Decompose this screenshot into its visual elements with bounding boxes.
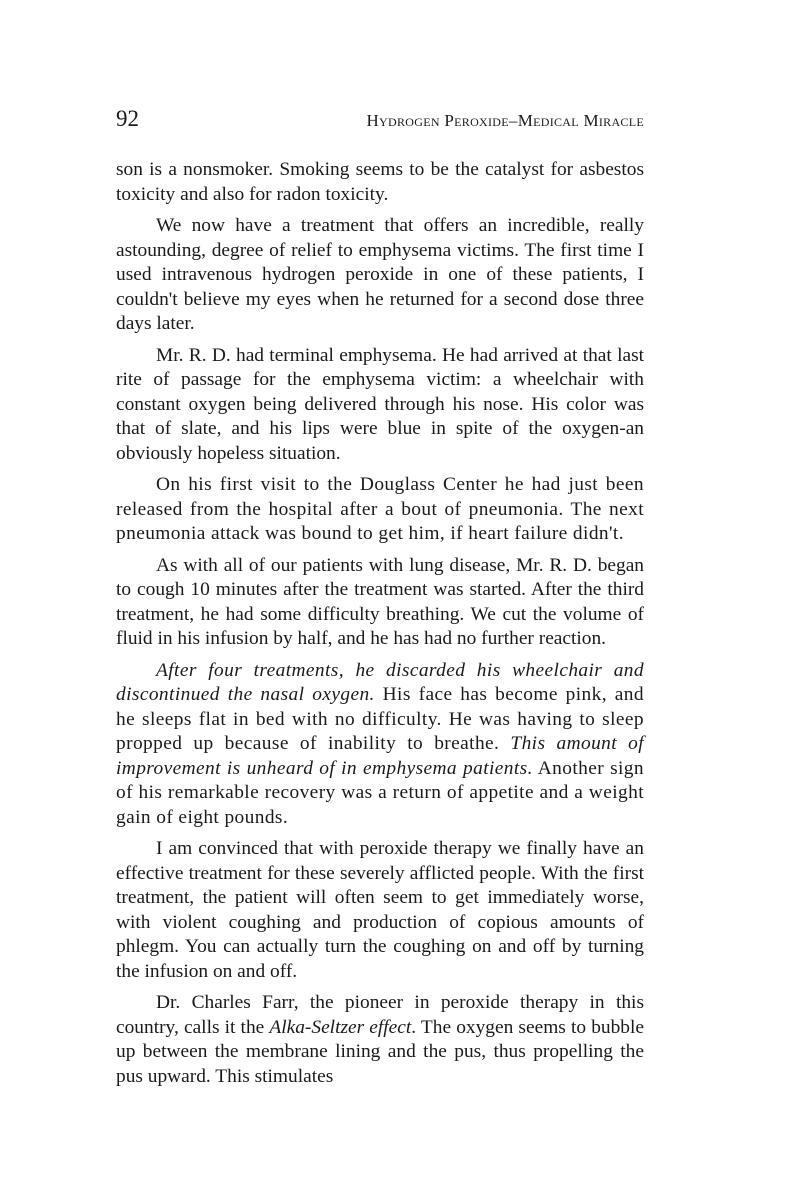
paragraph — [116, 991, 644, 1089]
paragraph — [116, 659, 644, 831]
body-text — [116, 158, 644, 1089]
paragraph — [116, 554, 644, 652]
running-title: Hydrogen Peroxide–Medical Miracle — [366, 111, 644, 130]
paragraph-text: I am convinced that with peroxide therapy we finally have an effective treatment for these severely afflicted people. With the first treatment, the patient will often seem to get immediately worse, with violent coughing and production of copious amounts of phlegm. You can actually turn the coughing on and off by turning the infusion on and off. — [116, 838, 644, 982]
paragraph — [116, 158, 644, 207]
paragraph-text: son is a nonsmoker. Smoking seems to be the catalyst for asbestos toxicity and also for radon toxicity. — [116, 159, 644, 205]
paragraph-text: Dr. Charles Farr, the pioneer in peroxide therapy in this country, calls it the — [116, 992, 644, 1038]
paragraph — [116, 214, 644, 337]
paragraph-text: We now have a treatment that offers an incredible, really astounding, degree of relief to emphysema victims. The first time I used intravenous hydrogen peroxide in one of these patients, I couldn't believe my eyes when he returned for a second dose three days later. — [116, 215, 644, 334]
paragraph-text: Another sign of his remarkable recovery was a return of appetite and a weight gain of eight pounds. — [116, 757, 644, 828]
page-number: 92 — [116, 106, 139, 131]
paragraph — [116, 473, 644, 547]
paragraph-text: On his first visit to the Douglass Center he had just been released from the hospital after a bout of pneumonia. The next pneumonia attack was bound to get him, if heart failure didn't. — [116, 474, 644, 544]
italic-text: After four treatments, he discarded his wheelchair and discontinued the nasal oxygen. — [116, 659, 644, 705]
paragraph-text: Mr. R. D. had terminal emphysema. He had arrived at that last rite of passage for the emphysema victim: a wheelchair with constant oxygen being delivered through his nose. His color was that of slate, and his lips were blue in spite of the oxygen-an obviously hopeless situation. — [116, 344, 644, 464]
paragraph-text: His face has become pink, and he sleeps flat in bed with no difficulty. He was having to sleep propped up because of inability to breathe. — [116, 684, 644, 754]
paragraph — [116, 344, 644, 467]
book-page — [116, 106, 644, 1096]
italic-text: Alka-Seltzer effect — [269, 1016, 412, 1038]
paragraph — [116, 837, 644, 984]
paragraph-text: . The oxygen seems to bubble up between the membrane lining and the pus, thus propelling the pus upward. This stimulates — [116, 1016, 644, 1087]
running-head — [116, 106, 644, 144]
paragraph-text: As with all of our patients with lung disease, Mr. R. D. began to cough 10 minutes after the treatment was started. After the third treatment, he had some difficulty breathing. We cut the volume of fluid in his infusion by half, and he has had no further reaction. — [116, 554, 644, 649]
italic-text: This amount of improvement is unheard of in emphysema patients. — [116, 733, 645, 779]
